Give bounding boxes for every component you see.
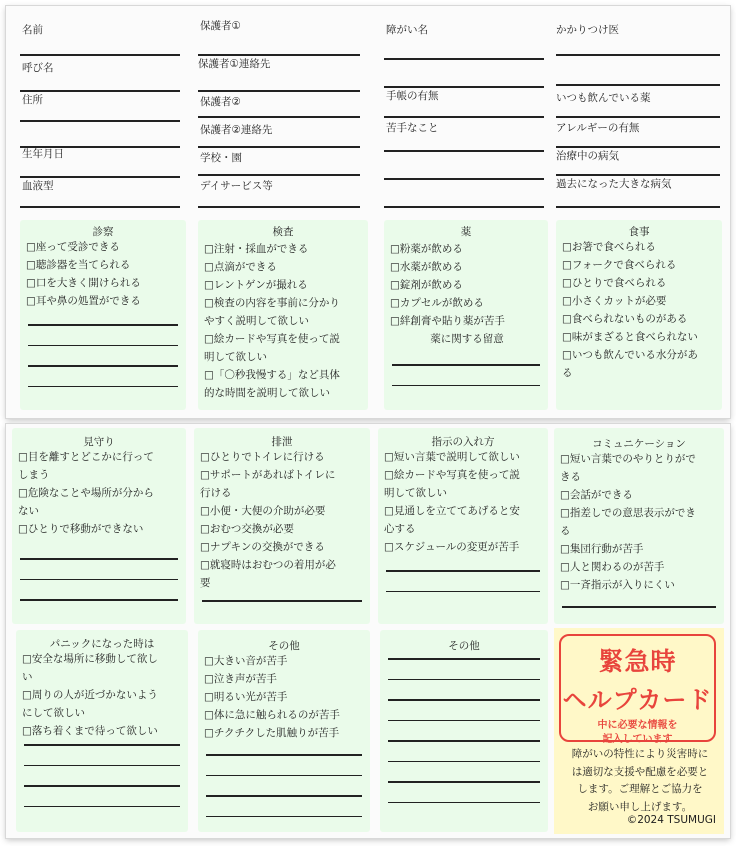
other2-note-line	[388, 761, 540, 763]
medicine-note-line	[392, 364, 540, 366]
other1-note-line	[206, 775, 362, 777]
disability-panel	[378, 6, 552, 216]
other1-item: □明るい光が苦手	[204, 691, 288, 703]
instruction-item: □短い言葉で説明して欲しい	[384, 451, 520, 463]
emergency-note-line: 記入しています	[602, 734, 673, 745]
test-item: □注射・採血ができる	[204, 243, 309, 255]
allergy-line	[556, 146, 720, 148]
family-doctor-line-1	[556, 54, 720, 56]
test-item: □絵カードや写真を使って説	[204, 333, 340, 345]
test-item: □点滴ができる	[204, 261, 277, 273]
toilet-item: □就寝時はおむつの着用が必	[200, 559, 336, 571]
panic-item: にして欲しい	[22, 707, 85, 719]
disability-name-line-1	[384, 58, 544, 60]
handbook-label: 手帳の有無	[386, 90, 439, 102]
communication-item: □短い言葉でのやりとりがで	[560, 453, 696, 465]
medicine-item: □水薬が飲める	[390, 261, 463, 273]
meal-title: 食事	[628, 226, 650, 238]
instruction-item: □スケジュールの変更が苦手	[384, 541, 520, 553]
current-illness-label: 治療中の病気	[556, 150, 619, 162]
instruction-note-line	[386, 570, 540, 572]
test-item: □レントゲンが撮れる	[204, 279, 308, 291]
birthdate-line	[20, 176, 180, 178]
communication-item: きる	[560, 471, 581, 483]
exam-item: □座って受診できる	[26, 241, 120, 253]
exam-item: □口を大きく開けられる	[26, 277, 141, 289]
toilet-item: □おむつ交換が必要	[200, 523, 294, 535]
medicine-item: □錠剤が飲める	[390, 279, 463, 291]
other2-note-line	[388, 740, 540, 742]
exam-note-line	[28, 386, 178, 388]
medicine-box	[384, 220, 548, 410]
meal-item: □小さくカットが必要	[562, 295, 667, 307]
regular-medicine-label: いつも飲んでいる薬	[556, 92, 651, 104]
panic-box	[16, 630, 188, 832]
weakness-line-1	[384, 150, 544, 152]
watch-item: □危険なことや場所が分から	[18, 487, 154, 499]
exam-title: 診察	[92, 226, 114, 238]
past-illness-label: 過去になった大きな病気	[556, 178, 672, 190]
meal-item: □いつも飲んでいる水分があ	[562, 349, 698, 361]
other1-box	[198, 630, 370, 832]
toilet-box	[194, 428, 370, 624]
name-line	[20, 54, 180, 56]
other1-note-line	[206, 795, 362, 797]
emergency-message-line: お願い申し上げます。	[587, 800, 693, 813]
emergency-note	[561, 719, 714, 747]
toilet-item: □ひとりでトイレに行ける	[200, 451, 325, 463]
day-service-line	[198, 206, 360, 208]
test-box	[198, 220, 368, 410]
instruction-box	[378, 428, 548, 624]
guardian2-contact-line	[198, 146, 360, 148]
communication-note-line	[562, 606, 716, 608]
allergy-label: アレルギーの有無	[556, 122, 640, 134]
guardian2-label: 保護者②	[200, 96, 241, 108]
medicine-item: □カプセルが飲める	[390, 297, 484, 309]
other2-title: その他	[448, 640, 480, 652]
panic-item: □落ち着くまで待って欲しい	[22, 725, 158, 737]
disability-name-label: 障がい名	[386, 24, 428, 36]
address-label: 住所	[22, 94, 43, 106]
other1-note-line	[206, 754, 362, 756]
test-item: □「〇秒我慢する」など具体	[204, 369, 340, 381]
panic-item: い	[22, 671, 33, 683]
medicine-item: □粉薬が飲める	[390, 243, 463, 255]
communication-item: □一斉指示が入りにくい	[560, 579, 675, 591]
watch-item: ない	[18, 505, 39, 517]
meal-item: □フォークで食べられる	[562, 259, 677, 271]
medicine-title: 薬	[460, 226, 472, 238]
guardian1-label: 保護者①	[200, 20, 241, 32]
meal-box	[556, 220, 722, 410]
other2-note-line	[388, 679, 540, 681]
guardian2-line	[198, 116, 360, 118]
weakness-label: 苦手なこと	[386, 122, 439, 134]
emergency-message-line: 障がいの特性により災害時に	[571, 748, 709, 760]
family-doctor-line-2	[556, 84, 720, 86]
toilet-item: □小便・大便の介助が必要	[200, 505, 326, 517]
panic-item: □周りの人が近づかないよう	[22, 689, 158, 701]
test-item: やすく説明して欲しい	[204, 315, 309, 327]
school-line	[198, 174, 360, 176]
other1-item: □チクチクした肌触りが苦手	[204, 727, 340, 739]
guardian1-contact-line	[198, 90, 360, 92]
communication-item: □集団行動が苦手	[560, 543, 644, 555]
other2-note-line	[388, 781, 540, 783]
family-doctor-label: かかりつけ医	[556, 24, 619, 36]
test-item: □検査の内容を事前に分かり	[204, 297, 340, 309]
instruction-item: 心する	[384, 523, 416, 535]
instruction-item: □見通しを立ててあげると安	[384, 505, 520, 517]
panic-title: パニックになった時は	[49, 638, 155, 650]
toilet-title: 排泄	[271, 436, 293, 448]
other2-note-line	[388, 699, 540, 701]
meal-item: □味がまざると食べられない	[562, 331, 698, 343]
handbook-line	[384, 116, 544, 118]
exam-item: □耳や鼻の処置ができる	[26, 295, 141, 307]
watch-note-line	[20, 558, 178, 560]
address-line-1	[20, 120, 180, 122]
communication-box	[554, 428, 724, 624]
test-item: 明して欲しい	[204, 351, 267, 363]
toilet-item: □サポートがあればトイレに	[200, 469, 336, 481]
watch-title: 見守り	[83, 436, 115, 448]
toilet-item: 要	[200, 577, 211, 589]
medicine-note-line	[392, 385, 540, 387]
panic-note-line	[24, 806, 180, 808]
watch-note-line	[20, 599, 178, 601]
panic-item: □安全な場所に移動して欲し	[22, 653, 158, 665]
instruction-note-line	[386, 591, 540, 593]
emergency-title: 緊急時	[598, 647, 677, 676]
guardian2-contact-label: 保護者②連絡先	[200, 124, 273, 136]
guardian1-contact-label: 保護者①連絡先	[198, 58, 271, 70]
medicine-item: □絆創膏や貼り薬が苦手	[390, 315, 505, 327]
birthdate-label: 生年月日	[22, 148, 64, 160]
emergency-message-line: は適切な支援や配慮を必要と	[571, 765, 709, 778]
exam-note-line	[28, 324, 178, 326]
guardian-panel	[192, 6, 372, 216]
toilet-item: □ナプキンの交換ができる	[200, 541, 325, 553]
medicine-notes-title: 薬に関する留意	[430, 333, 504, 345]
other1-note-line	[206, 816, 362, 818]
emergency-message	[560, 746, 720, 816]
other1-item: □大きい音が苦手	[204, 655, 288, 667]
communication-item: る	[560, 525, 571, 537]
day-service-label: デイサービス等	[200, 180, 273, 192]
other1-item: □泣き声が苦手	[204, 673, 277, 685]
emergency-note-line: 中に必要な情報を	[597, 720, 678, 731]
communication-item: □人と関わるのが苦手	[560, 561, 665, 573]
watch-item: □ひとりで移動ができない	[18, 523, 144, 535]
emergency-frame	[559, 634, 716, 745]
other1-title: その他	[268, 640, 300, 652]
meal-item: □食べられないものがある	[562, 313, 688, 325]
test-item: 的な時間を説明して欲しい	[204, 387, 330, 399]
disability-name-line-2	[384, 86, 544, 88]
profile-panel	[6, 6, 186, 216]
weakness-line-2	[384, 178, 544, 180]
communication-item: □指差しでの意思表示ができ	[560, 507, 696, 519]
panic-note-line	[24, 785, 180, 787]
current-illness-line	[556, 174, 720, 176]
other2-note-line	[388, 658, 540, 660]
instruction-item: 明して欲しい	[384, 487, 447, 499]
meal-item: □お箸で食べられる	[562, 241, 656, 253]
help-card-inner-sheet	[6, 6, 730, 418]
watch-item: しまう	[18, 469, 50, 481]
blood-type-label: 血液型	[22, 180, 54, 192]
other2-note-line	[388, 720, 540, 722]
weakness-line-3	[384, 206, 544, 208]
emergency-help-card	[554, 628, 724, 834]
meal-item: □ひとりで食べられる	[562, 277, 667, 289]
exam-note-line	[28, 365, 178, 367]
blood-type-line	[20, 206, 180, 208]
emergency-message-line: します。ご理解とご協力を	[577, 783, 703, 795]
nickname-label: 呼び名	[22, 62, 54, 74]
panic-note-line	[24, 744, 180, 746]
other1-item: □体に急に触られるのが苦手	[204, 709, 340, 721]
school-label: 学校・園	[200, 152, 242, 164]
exam-item: □聴診器を当てられる	[26, 259, 131, 271]
guardian1-line	[198, 54, 360, 56]
toilet-item: 行ける	[200, 487, 232, 499]
watch-note-line	[20, 579, 178, 581]
past-illness-line	[556, 206, 720, 208]
instruction-item: □絵カードや写真を使って説	[384, 469, 520, 481]
communication-title: コミュニケーション	[592, 438, 686, 450]
meal-item: る	[562, 367, 573, 379]
medical-panel	[552, 6, 730, 216]
communication-item: □会話ができる	[560, 489, 633, 501]
exam-box	[20, 220, 186, 410]
test-title: 検査	[272, 226, 294, 238]
nickname-line	[20, 90, 180, 92]
watch-box	[12, 428, 186, 624]
help-card-outer-sheet	[6, 424, 730, 838]
name-label: 名前	[22, 24, 43, 36]
toilet-note-line	[202, 600, 362, 602]
other2-note-line	[388, 802, 540, 804]
panic-note-line	[24, 765, 180, 767]
exam-note-line	[28, 345, 178, 347]
help-card-title: ヘルプカード	[562, 686, 713, 714]
copyright: ©2024 TSUMUGI	[626, 814, 716, 826]
watch-item: □目を離すとどこかに行って	[18, 451, 154, 463]
regular-medicine-line	[556, 116, 720, 118]
instruction-title: 指示の入れ方	[431, 436, 495, 448]
other2-box	[380, 630, 548, 832]
